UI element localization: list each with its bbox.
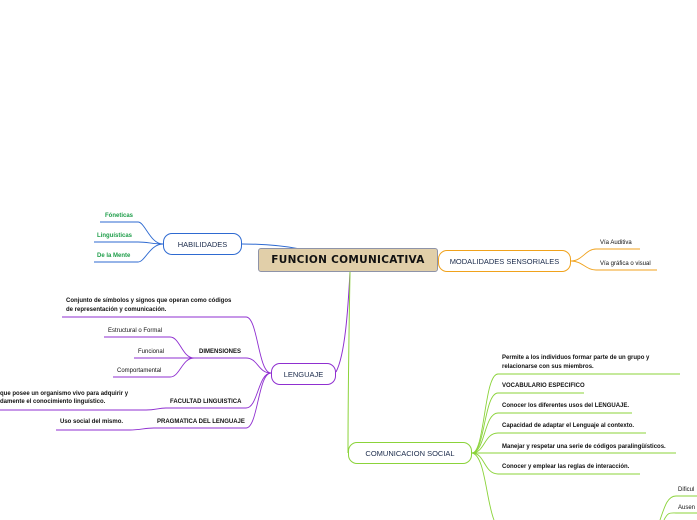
modalidades-node[interactable]: MODALIDADES SENSORIALES [438,250,571,272]
connector-cut-ausen [664,513,676,520]
connector-habilidades-mente [138,244,163,262]
connector-pragmatica-text [130,428,154,430]
facultad-text-line-2[interactable]: damente el conocimiento linguístico. [0,399,106,405]
connector-cut-dificul [660,496,676,520]
connector-lenguaje-facultad [246,373,271,408]
connector-modalidades-visual [571,261,596,270]
pragmatica-label[interactable]: PRAGMATICA DEL LENGUAJE [157,419,245,425]
comunicacion-adaptar[interactable]: Capacidad de adaptar el Lenguaje al contexto. [502,423,635,429]
connector-modalidades-auditiva [571,249,596,261]
modalidad-visual[interactable]: Vía gráfica o visual [600,261,651,267]
cut-label-ausen[interactable]: Ausen [678,505,696,511]
habilidad-foneticas[interactable]: Fóneticas [105,213,134,219]
comunicacion-permite-line-2[interactable]: relacionarse con sus miembros. [502,364,594,370]
dimension-comportamental[interactable]: Comportamental [117,368,162,374]
facultad-label[interactable]: FACULTAD LINGUISTICA [170,399,242,405]
habilidades-node[interactable]: HABILIDADES [163,233,242,255]
dimension-funcional[interactable]: Funcional [138,349,165,355]
connector-lenguaje-definicion [246,317,271,373]
dimension-estructural[interactable]: Estructural o Formal [108,328,163,334]
habilidad-linguisticas[interactable]: Linguísticas [97,233,133,239]
comunicacion-permite-line-1[interactable]: Permite a los individuos formar parte de un grupo y [502,355,650,361]
facultad-text-line-1[interactable]: que posee un organismo vivo para adquirir y [0,391,129,397]
comunicacion-social-node[interactable]: COMUNICACION SOCIAL [348,442,472,464]
connector-comunicacion-usos [472,413,498,453]
connector-root-lenguaje [336,272,350,372]
comunicacion-vocabulario[interactable]: VOCABULARIO ESPECIFICO [502,383,585,389]
comunicacion-codigos[interactable]: Manejar y respetar una serie de códigos paralingüísticos. [502,444,666,450]
connector-habilidades-foneticas [138,222,163,244]
lenguaje-definicion-line-1[interactable]: Conjunto de símbolos y signos que operan como códigos [66,298,232,304]
cut-label-dificul[interactable]: Dificul [678,487,695,493]
root-topic[interactable]: FUNCION COMUNICATIVA [258,248,438,272]
connector-dimensiones-comportamental [170,358,194,377]
connector-comunicacion-permite [472,374,498,453]
habilidad-de-la-mente[interactable]: De la Mente [97,253,131,259]
connector-lenguaje-pragmatica [246,373,271,428]
lenguaje-node[interactable]: LENGUAJE [271,363,336,385]
lenguaje-definicion-line-2[interactable]: de representación y comunicación. [66,307,167,313]
connector-comunicacion-offscreen [472,453,494,520]
connector-comunicacion-reglas [472,453,498,474]
connector-dimensiones-estructural [170,337,194,358]
dimensiones-label[interactable]: DIMENSIONES [199,349,242,355]
modalidad-auditiva[interactable]: Vía Auditiva [600,240,632,246]
comunicacion-usos[interactable]: Conocer los diferentes usos del LENGUAJE. [502,403,630,409]
comunicacion-reglas[interactable]: Conocer y emplear las reglas de interacción. [502,464,630,470]
connector-facultad-text [146,408,166,410]
connector-comunicacion-vocabulario [472,393,498,453]
pragmatica-text[interactable]: Uso social del mismo. [60,419,124,425]
